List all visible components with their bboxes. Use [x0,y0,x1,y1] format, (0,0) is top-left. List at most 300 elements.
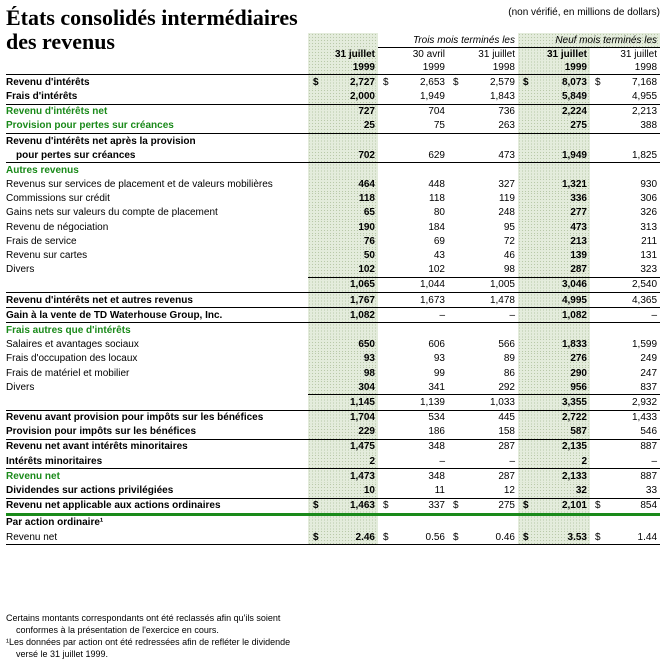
value-text: 887 [640,441,658,453]
value-text: 1,082 [349,309,375,321]
value-text: 2 [581,455,587,467]
value-text: 211 [641,235,658,247]
cell-value [590,454,660,469]
cell-value [590,439,660,454]
value-text: 184 [428,221,445,233]
value-text: 1,321 [561,179,587,191]
table-row [6,514,660,530]
group-header-three-months: Trois mois terminés les [378,33,518,48]
cell-value [518,439,590,454]
value-text: 4,995 [561,294,587,306]
currency-symbol: $ [595,531,601,543]
value-text: 341 [428,381,445,393]
cell-value [448,89,518,104]
cell-value [378,263,448,278]
cell-value [448,163,518,178]
cell-value [378,483,448,498]
value-text: 290 [570,367,587,379]
value-text: 8,073 [561,76,587,88]
value-text: 1,139 [419,396,445,408]
row-label: Revenu de négociation [6,221,109,233]
value-text: – [651,455,658,467]
cell-value [518,293,590,308]
cell-value [590,514,660,530]
value-text: 956 [570,381,587,393]
table-row [6,148,660,163]
cell-value [590,469,660,484]
value-text: 727 [358,106,375,118]
cell-value [590,206,660,220]
row-label: Frais de matériel et mobilier [6,367,130,379]
value-text: 2,932 [631,396,658,408]
table-row [6,234,660,248]
table-row [6,366,660,380]
value-text: 1.44 [637,531,658,543]
cell-value [518,234,590,248]
value-text: 1,843 [489,90,515,102]
row-label: Revenu avant provision pour impôts sur les bénéfices [6,412,264,424]
table-row [6,133,660,148]
cell-value [308,366,378,380]
cell-value [378,178,448,192]
value-text: 275 [570,120,587,132]
currency-symbol: $ [383,531,389,543]
value-text: 327 [498,179,515,191]
value-text: – [509,455,515,467]
value-text: 93 [363,353,375,365]
value-text: 1,949 [419,90,445,102]
table-row [6,352,660,366]
row-label: Gain à la vente de TD Waterhouse Group, Inc. [6,308,308,323]
cell-value [518,410,590,425]
cell-value [518,395,590,410]
value-text: 930 [640,179,658,191]
cell-value [590,425,660,440]
cell-value [308,395,378,410]
cell-value [378,277,448,292]
value-text: 247 [640,367,658,379]
value-text: 473 [570,221,587,233]
income-statement-table [6,33,660,545]
value-text: 1,949 [561,149,587,161]
value-text: 587 [570,426,587,438]
value-text: – [439,455,445,467]
cell-value [590,248,660,262]
value-text: – [439,309,445,321]
value-text: 287 [498,470,515,482]
value-text: 2,000 [349,90,375,102]
footnote-line: versé le 31 juillet 1999. [16,649,109,659]
cell-value [308,163,378,178]
cell-value [378,425,448,440]
value-text: 1,599 [631,339,658,351]
table-row [6,206,660,220]
table-row [6,530,660,545]
value-text: 4,365 [631,294,658,306]
cell-value [308,498,378,514]
cell-value [378,133,448,148]
cell-value [378,293,448,308]
currency-symbol: $ [383,76,389,88]
cell-value [590,234,660,248]
cell-value [448,530,518,545]
cell-value [448,469,518,484]
cell-value [308,410,378,425]
currency-symbol: $ [523,531,529,543]
currency-symbol: $ [313,500,319,512]
table-row [6,469,660,484]
cell-value [518,248,590,262]
cell-value [518,75,590,90]
value-text: 11 [434,485,445,497]
cell-value [518,163,590,178]
footnote-line: ¹Les données par action ont été redressées afin de refléter le dividende [6,637,291,647]
cell-value [378,366,448,380]
cell-value [518,206,590,220]
cell-value [448,248,518,262]
table-row [6,248,660,262]
cell-value [448,75,518,90]
row-label [6,395,308,410]
table-row [6,104,660,119]
cell-value [518,133,590,148]
value-text: 736 [498,106,515,118]
value-text: 348 [428,470,445,482]
table-row [6,178,660,192]
value-text: 69 [433,235,445,247]
value-text: 98 [503,264,515,276]
cell-value [378,323,448,338]
cell-value [518,469,590,484]
cell-value [590,133,660,148]
value-text: 275 [498,500,515,512]
value-text: 2 [369,455,375,467]
value-text: 249 [640,353,658,365]
value-text: 464 [358,179,375,191]
value-text: 2,213 [631,106,658,118]
cell-value [590,530,660,545]
row-label: Divers [6,381,35,393]
value-text: 118 [358,193,375,205]
value-text: 43 [433,250,445,262]
value-text: 388 [640,120,658,132]
currency-symbol: $ [523,76,529,88]
column-header-row [6,48,660,75]
value-text: 1,005 [489,279,515,291]
value-text: 65 [363,207,375,219]
cell-value [378,220,448,234]
currency-symbol: $ [595,76,601,88]
row-label: Revenu net [6,530,308,545]
table-row [6,498,660,514]
value-text: 1,704 [349,412,375,424]
cell-value [590,119,660,134]
table-row [6,163,660,178]
cell-value [590,163,660,178]
value-text: 229 [358,426,375,438]
cell-value [448,293,518,308]
cell-value [590,483,660,498]
row-label: Revenu net applicable aux actions ordinaires [6,498,308,514]
cell-value [378,410,448,425]
cell-value [590,498,660,514]
row-label: Provision pour pertes sur créances [6,119,308,134]
cell-value [518,514,590,530]
cell-value [590,293,660,308]
value-text: 139 [570,250,587,262]
value-text: 292 [498,381,515,393]
cell-value [378,380,448,395]
row-label: Dividendes sur actions privilégiées [6,483,308,498]
cell-value [378,119,448,134]
value-text: 629 [428,149,445,161]
cell-value [518,263,590,278]
cell-value [308,178,378,192]
value-text: 248 [498,207,515,219]
row-label: Revenu sur cartes [6,250,88,262]
cell-value [378,192,448,206]
value-text: 445 [498,412,515,424]
cell-value [308,206,378,220]
value-text: 2,540 [631,279,658,291]
value-text: 887 [640,470,658,482]
cell-value [448,514,518,530]
row-label: Gains nets sur valeurs du compte de placement [6,207,218,219]
cell-value [590,263,660,278]
cell-value [378,148,448,163]
cell-value [590,220,660,234]
value-text: 95 [503,221,515,233]
cell-value [448,220,518,234]
value-text: 546 [640,426,658,438]
cell-value [308,483,378,498]
value-text: 854 [640,500,658,512]
table-row [6,439,660,454]
cell-value [378,352,448,366]
value-text: 1,478 [489,294,515,306]
row-label: Salaires et avantages sociaux [6,339,139,351]
row-label: Frais autres que d'intérêts [6,324,131,336]
row-label: Revenus sur services de placement et de valeurs mobilières [6,179,273,191]
value-text: 277 [570,207,587,219]
value-text: 3.53 [567,531,587,543]
value-text: 2,224 [561,106,587,118]
value-text: 2,101 [561,500,587,512]
cell-value [518,380,590,395]
cell-value [308,104,378,119]
row-label: Revenu d'intérêts net après la provision [6,135,196,147]
cell-value [448,206,518,220]
cell-value [308,439,378,454]
value-text: 33 [645,485,658,497]
value-text: 3,355 [561,396,587,408]
cell-value [518,338,590,352]
cell-value [590,75,660,90]
cell-value [448,366,518,380]
cell-value [308,469,378,484]
value-text: 2,722 [561,412,587,424]
value-text: 326 [640,207,658,219]
cell-value [590,323,660,338]
group-header-nine-months: Neuf mois terminés les [518,33,660,48]
value-text: 190 [358,221,375,233]
value-text: 7,168 [631,76,658,88]
value-text: 2,135 [561,441,587,453]
cell-value [448,338,518,352]
value-text: 86 [503,367,515,379]
table-row [6,75,660,90]
cell-value [518,89,590,104]
value-text: 263 [498,120,515,132]
value-text: 2,579 [489,76,515,88]
value-text: 2.46 [355,531,375,543]
value-text: – [651,309,658,321]
currency-symbol: $ [453,76,459,88]
value-text: 99 [433,367,445,379]
cell-value [590,104,660,119]
table-row [6,410,660,425]
cell-value [308,293,378,308]
value-text: 606 [428,339,445,351]
cell-value [308,220,378,234]
table-row [6,338,660,352]
cell-value [378,498,448,514]
cell-value [448,119,518,134]
value-text: 80 [433,207,445,219]
cell-value [590,410,660,425]
cell-value [590,148,660,163]
cell-value [518,352,590,366]
value-text: 1,033 [489,396,515,408]
cell-value [378,395,448,410]
cell-value [308,192,378,206]
value-text: 93 [433,353,445,365]
table-row [6,263,660,278]
cell-value [308,323,378,338]
cell-value [448,352,518,366]
cell-value [308,75,378,90]
cell-value [378,163,448,178]
value-text: 76 [363,235,375,247]
cell-value [448,148,518,163]
table-row [6,89,660,104]
row-label: pour pertes sur créances [6,148,308,163]
cell-value [518,530,590,545]
row-label: Autres revenus [6,164,79,176]
cell-value [308,425,378,440]
row-label: Revenu net [6,470,60,482]
cell-value [378,89,448,104]
value-text: 25 [363,120,375,132]
value-text: 1,463 [349,500,375,512]
cell-value [378,308,448,323]
cell-value [378,454,448,469]
table-row [6,483,660,498]
cell-value [308,514,378,530]
row-label: Frais de service [6,235,77,247]
value-text: 32 [575,485,587,497]
cell-value [590,192,660,206]
row-label: Intérêts minoritaires [6,454,308,469]
table-row [6,395,660,410]
cell-value [518,104,590,119]
currency-symbol: $ [313,531,319,543]
cell-value [448,439,518,454]
value-text: 98 [363,367,375,379]
value-text: 336 [570,193,587,205]
cell-value [448,425,518,440]
cell-value [378,234,448,248]
row-label: Revenu d'intérêts net et autres revenus [6,293,308,308]
row-label: Provision pour impôts sur les bénéfices [6,425,308,440]
value-text: 10 [363,485,375,497]
cell-value [378,75,448,90]
table-row [6,454,660,469]
cell-value [448,277,518,292]
cell-value [308,530,378,545]
footnotes [6,612,290,660]
cell-value [590,308,660,323]
cell-value [518,178,590,192]
value-text: 213 [570,235,587,247]
value-text: 276 [570,353,587,365]
value-text: 0.56 [425,531,445,543]
value-text: 89 [503,353,515,365]
value-text: 1,475 [349,441,375,453]
cell-value [590,352,660,366]
value-text: 448 [428,179,445,191]
value-text: 837 [640,381,658,393]
value-text: 1,825 [631,149,658,161]
value-text: 1,145 [349,396,375,408]
table-row [6,119,660,134]
cell-value [448,454,518,469]
footnote-line: Certains montants correspondants ont été reclassés afin qu'ils soient [6,613,281,623]
cell-value [518,498,590,514]
currency-symbol: $ [383,500,389,512]
cell-value [308,89,378,104]
cell-value [518,308,590,323]
cell-value [518,323,590,338]
value-text: 1,044 [419,279,445,291]
cell-value [448,323,518,338]
value-text: 72 [503,235,515,247]
cell-value [448,104,518,119]
cell-value [590,366,660,380]
cell-value [308,352,378,366]
value-text: 1,673 [419,294,445,306]
column-header: 30 avril 1999 [378,48,448,75]
value-text: 5,849 [561,90,587,102]
table-row [6,192,660,206]
value-text: 650 [358,339,375,351]
cell-value [308,308,378,323]
cell-value [378,439,448,454]
cell-value [448,133,518,148]
value-text: 1,833 [561,339,587,351]
value-text: 119 [499,193,515,205]
cell-value [308,454,378,469]
cell-value [590,380,660,395]
row-label: Par action ordinaire¹ [6,517,104,529]
table-row [6,425,660,440]
cell-value [308,380,378,395]
value-text: 158 [498,426,515,438]
cell-value [518,425,590,440]
cell-value [518,366,590,380]
value-text: 348 [428,441,445,453]
cell-value [518,220,590,234]
